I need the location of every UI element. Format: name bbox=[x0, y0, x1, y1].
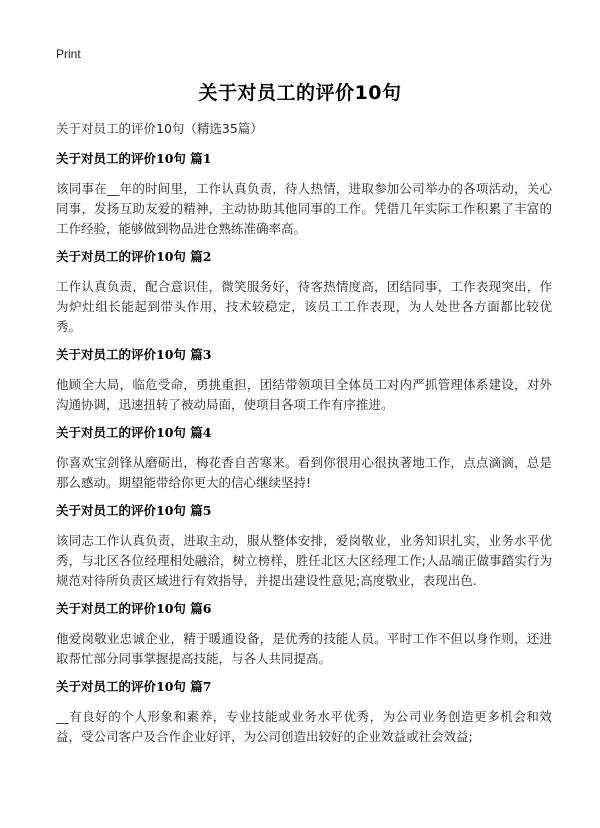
section-heading: 关于对员工的评价10句 篇6 bbox=[56, 601, 212, 616]
print-link[interactable]: Print bbox=[56, 47, 81, 61]
section-paragraph: 他爱岗敬业忠诚企业，精于暖通设备，是优秀的技能人员。平时工作不但以身作则，还进取帮忙部分同事掌握提高技能，与各人共同提高。 bbox=[56, 631, 552, 666]
section-heading: 关于对员工的评价10句 篇1 bbox=[56, 151, 212, 166]
section-1 bbox=[56, 150, 552, 239]
section-6 bbox=[56, 600, 552, 669]
section-heading: 关于对员工的评价10句 篇4 bbox=[56, 425, 212, 440]
section-heading: 关于对员工的评价10句 篇3 bbox=[56, 347, 212, 362]
section-2 bbox=[56, 248, 552, 337]
section-heading: 关于对员工的评价10句 篇2 bbox=[56, 249, 212, 264]
section-paragraph: 工作认真负责，配合意识佳，微笑服务好，待客热情度高，团结同事，工作表现突出，作为炉灶组长能起到带头作用，技术较稳定，该员工工作表现，为人处世各方面都比较优秀。 bbox=[56, 279, 552, 334]
section-heading: 关于对员工的评价10句 篇7 bbox=[56, 679, 212, 694]
article-body bbox=[56, 150, 552, 756]
section-heading: 关于对员工的评价10句 篇5 bbox=[56, 503, 212, 518]
section-paragraph: 你喜欢宝剑锋从磨砺出，梅花香自苦寒来。看到你很用心很执著地工作，点点滴滴，总是那么感动。期望能带给你更大的信心继续坚持! bbox=[56, 455, 552, 490]
section-7 bbox=[56, 678, 552, 747]
section-paragraph: 他顾全大局，临危受命，勇挑重担，团结带领项目全体员工对内严抓管理体系建设，对外沟通协调，迅速扭转了被动局面，使项目各项工作有序推进。 bbox=[56, 377, 552, 412]
section-paragraph: 该同志工作认真负责，进取主动，服从整体安排，爱岗敬业，业务知识扎实，业务水平优秀，与北区各位经理相处融洽，树立榜样，胜任北区大区经理工作;人品端正做事踏实行为规范对待所负责区域进行有效指导，并提出建设性意见;高度敬业，表现出色. bbox=[56, 533, 552, 588]
page-subtitle: 关于对员工的评价10句（精选35篇） bbox=[56, 121, 263, 136]
section-4 bbox=[56, 424, 552, 493]
section-3 bbox=[56, 346, 552, 415]
section-paragraph: 该同事在__年的时间里，工作认真负责，待人热情，进取参加公司举办的各项活动，关心同事，发扬互助友爱的精神，主动协助其他同事的工作。凭借几年实际工作积累了丰富的工作经验，能够做到物品进仓熟练准确率高。 bbox=[56, 181, 552, 236]
section-paragraph: __有良好的个人形象和素养，专业技能或业务水平优秀，为公司业务创造更多机会和效益，受公司客户及合作企业好评，为公司创造出较好的企业效益或社会效益; bbox=[56, 709, 552, 744]
page-title: 关于对员工的评价10句 bbox=[198, 82, 402, 104]
section-5 bbox=[56, 502, 552, 591]
